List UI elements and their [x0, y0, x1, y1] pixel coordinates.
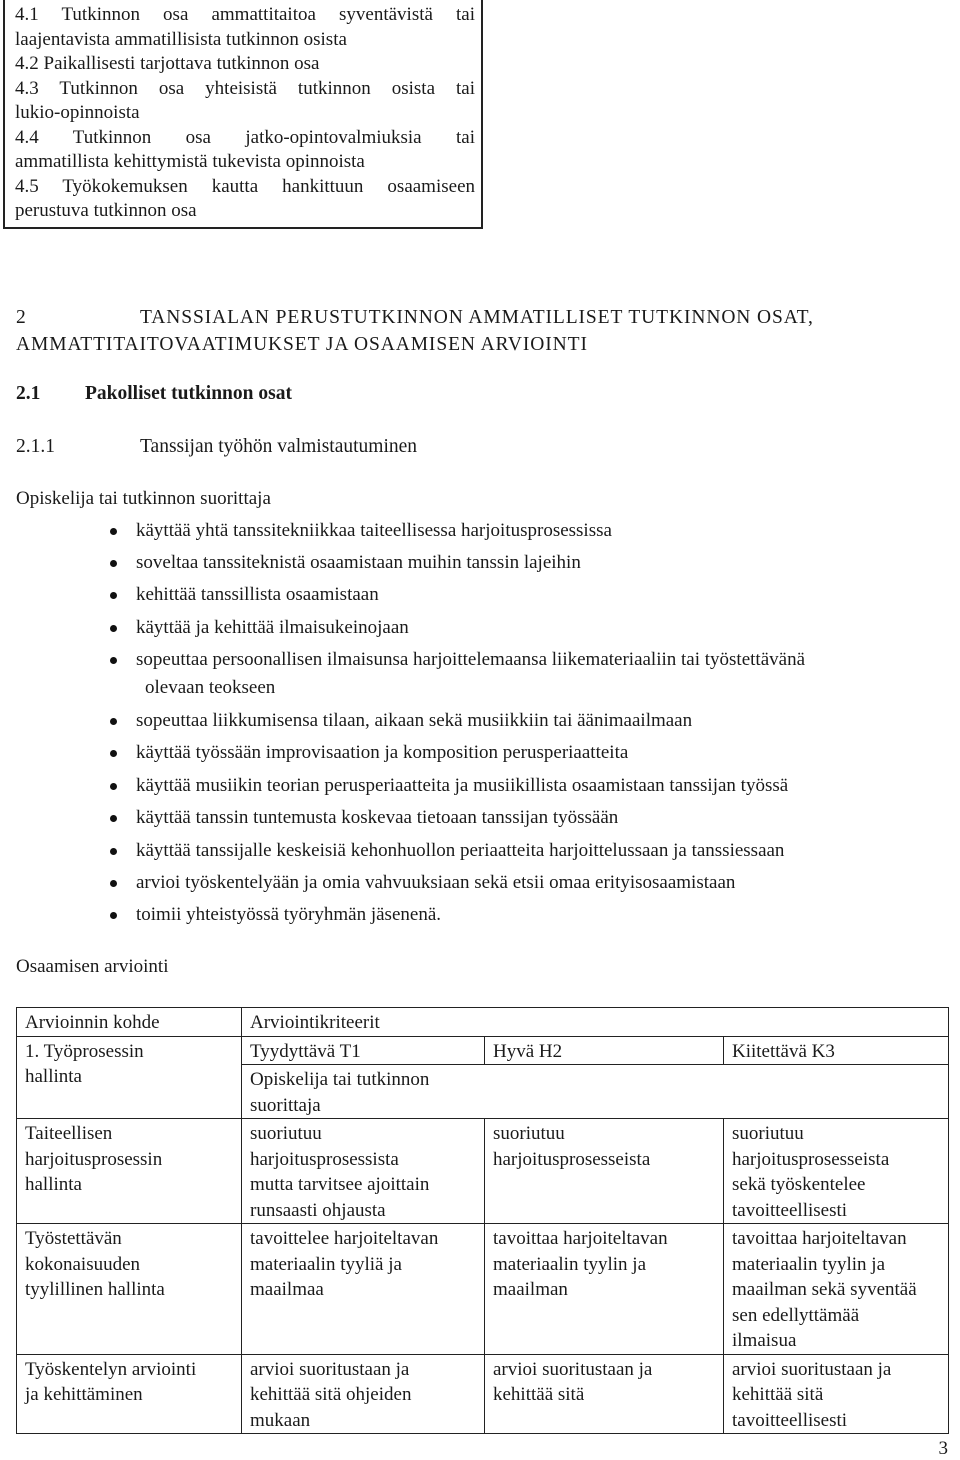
bullet-icon	[110, 592, 117, 599]
bullet-icon	[110, 912, 117, 919]
cell-line: mutta tarvitsee ajoittain	[250, 1174, 430, 1195]
bullet-icon	[110, 815, 117, 822]
target-group-line: hallinta	[25, 1066, 82, 1087]
cell-line: harjoitusprosesseista	[732, 1148, 890, 1170]
cell-line: suoriutuu	[493, 1123, 565, 1144]
table-row	[17, 1119, 949, 1224]
assessment-table	[16, 1007, 949, 1434]
cell-line: tyylillinen hallinta	[25, 1279, 165, 1300]
cell-line: maailman sekä syventää	[732, 1279, 917, 1300]
list-item-text: sopeuttaa liikkumisensa tilaan, aikaan sekä musiikkiin tai äänimaailmaan	[136, 710, 693, 731]
cell-line: suoriutuu	[250, 1123, 322, 1144]
cell-line: Työskentelyn arviointi	[25, 1358, 197, 1380]
toc-line: ammatillista kehittymistä tukevista opinnoista	[15, 151, 365, 172]
bullet-icon	[110, 528, 117, 535]
table-cell-k3	[724, 1354, 949, 1434]
list-item-text: käyttää tanssin tuntemusta koskevaa tietoaan tanssijan työssään	[136, 807, 619, 828]
cell-line: kehittää sitä ohjeiden	[250, 1384, 412, 1405]
main-heading-number: 2	[16, 307, 27, 328]
list-item-text: käyttää työssään improvisaation ja komposition perusperiaatteita	[136, 742, 629, 763]
main-heading-text-2: AMMATTITAITOVAATIMUKSET JA OSAAMISEN ARVIOINTI	[16, 334, 588, 355]
cell-line: harjoitusprosessista	[250, 1148, 399, 1170]
header-target: Arvioinnin kohde	[17, 1008, 242, 1037]
list-item-text: soveltaa tanssiteknistä osaamistaan muihin tanssin lajeihin	[136, 552, 581, 573]
cell-line: ilmaisua	[732, 1330, 797, 1351]
cell-line: harjoitusprosesseista	[493, 1148, 651, 1170]
list-item-text: arvioi työskentelyään ja omia vahvuuksiaan sekä etsii omaa erityisosaamistaan	[136, 872, 736, 893]
cell-line: tavoittaa harjoiteltavan	[493, 1228, 668, 1249]
list-item-text: käyttää yhtä tanssitekniikkaa taiteellisessa harjoitusprosessissa	[136, 520, 612, 541]
toc-line: perustuva tutkinnon osa	[15, 200, 197, 221]
level-k3: Kiitettävä K3	[724, 1036, 949, 1065]
intro-text: Opiskelija tai tutkinnon suorittaja	[16, 488, 271, 509]
main-heading-text-1: TANSSIALAN PERUSTUTKINNON AMMATILLISET TUTKINNON OSAT,	[140, 307, 814, 328]
list-item-text: olevaan teokseen	[145, 677, 276, 698]
subsection-number: 2.1.1	[16, 436, 55, 457]
bullet-icon	[110, 657, 117, 664]
table-row	[17, 1224, 949, 1355]
table-cell-k3	[724, 1224, 949, 1355]
table-cell-target	[17, 1119, 242, 1224]
table-cell-h2	[485, 1224, 724, 1355]
toc-line: 4.3 Tutkinnon osa yhteisistä tutkinnon osista tai	[15, 78, 475, 99]
table-cell-target	[17, 1224, 242, 1355]
target-group-line: 1. Työprosessin	[25, 1040, 144, 1062]
subsection-title: Tanssijan työhön valmistautuminen	[140, 436, 418, 457]
list-item-text: käyttää musiikin teorian perusperiaatteita ja musiikillista osaamistaan tanssijan työssä	[136, 775, 789, 796]
assessment-heading: Osaamisen arviointi	[16, 956, 169, 977]
table-cell-t1	[242, 1224, 485, 1355]
table-cell-h2	[485, 1354, 724, 1434]
cell-line: tavoittaa harjoiteltavan	[732, 1228, 907, 1249]
cell-line: harjoitusprosessin	[25, 1148, 163, 1170]
section-title: Pakolliset tutkinnon osat	[85, 383, 292, 404]
cell-line: mukaan	[250, 1409, 311, 1431]
cell-line: tavoittelee harjoiteltavan	[250, 1228, 439, 1249]
toc-line: 4.2 Paikallisesti tarjottava tutkinnon osa	[15, 53, 320, 74]
toc-line: 4.1 Tutkinnon osa ammattitaitoa syventävistä tai	[15, 4, 475, 25]
bullet-icon	[110, 880, 117, 887]
cell-line: materiaalin tyylin ja	[732, 1253, 886, 1275]
table-cell-t1	[242, 1354, 485, 1434]
toc-line: lukio-opinnoista	[15, 102, 140, 123]
cell-line: tavoitteellisesti	[732, 1409, 848, 1431]
table-row	[17, 1354, 949, 1434]
header-criteria: Arviointikriteerit	[242, 1008, 485, 1037]
toc-line: 4.4 Tutkinnon osa jatko-opintovalmiuksia tai	[15, 127, 475, 148]
table-cell-k3	[724, 1119, 949, 1224]
bullet-icon	[110, 848, 117, 855]
subject-blank-2	[724, 1065, 949, 1119]
bullet-icon	[110, 750, 117, 757]
levels-row	[17, 1036, 949, 1065]
cell-line: ja kehittäminen	[25, 1384, 143, 1405]
target-group	[17, 1036, 242, 1119]
subject-blank-1	[485, 1065, 724, 1119]
page-number: 3	[938, 1438, 948, 1459]
cell-line: arvioi suoritustaan ja	[493, 1358, 653, 1380]
cell-line: Taiteellisen	[25, 1123, 113, 1144]
subject-cell: Opiskelija tai tutkinnon suorittaja	[242, 1065, 485, 1119]
toc-line: 4.5 Työkokemuksen kautta hankittuun osaamiseen	[15, 176, 475, 197]
header-criteria-blank-2	[724, 1008, 949, 1037]
bullet-icon	[110, 625, 117, 632]
table-cell-t1	[242, 1119, 485, 1224]
list-item-text: käyttää ja kehittää ilmaisukeinojaan	[136, 617, 409, 638]
cell-line: materiaalin tyylin ja	[493, 1253, 647, 1275]
level-h2: Hyvä H2	[485, 1036, 724, 1065]
cell-line: maailmaa	[250, 1279, 324, 1300]
cell-line: kokonaisuuden	[25, 1253, 141, 1275]
header-criteria-blank-1	[485, 1008, 724, 1037]
cell-line: kehittää sitä	[732, 1384, 824, 1405]
cell-line: arvioi suoritustaan ja	[250, 1358, 410, 1380]
bullet-icon	[110, 560, 117, 567]
bullet-icon	[110, 783, 117, 790]
cell-line: arvioi suoritustaan ja	[732, 1358, 892, 1380]
cell-line: hallinta	[25, 1174, 82, 1195]
toc-line: laajentavista ammatillisista tutkinnon osista	[15, 29, 347, 50]
list-item-text: kehittää tanssillista osaamistaan	[136, 584, 379, 605]
section-number: 2.1	[16, 383, 41, 404]
cell-line: sen edellyttämää	[732, 1304, 860, 1326]
cell-line: suoriutuu	[732, 1123, 804, 1144]
bullet-icon	[110, 718, 117, 725]
list-item-text: käyttää tanssijalle keskeisiä kehonhuollon periaatteita harjoittelussaan ja tanssiessaan	[136, 840, 785, 861]
table-header-row	[17, 1008, 949, 1037]
cell-line: tavoitteellisesti	[732, 1199, 848, 1221]
cell-line: kehittää sitä	[493, 1384, 585, 1405]
cell-line: materiaalin tyyliä ja	[250, 1253, 402, 1275]
cell-line: Työstettävän	[25, 1228, 122, 1249]
list-item-text: toimii yhteistyössä työryhmän jäsenenä.	[136, 904, 442, 925]
list-item-text: sopeuttaa persoonallisen ilmaisunsa harjoittelemaansa liikemateriaaliin tai työstettävänä	[136, 649, 805, 670]
cell-line: sekä työskentelee	[732, 1174, 866, 1195]
table-cell-target	[17, 1354, 242, 1434]
level-t1: Tyydyttävä T1	[242, 1036, 485, 1065]
table-cell-h2	[485, 1119, 724, 1224]
cell-line: runsaasti ohjausta	[250, 1199, 386, 1221]
cell-line: maailman	[493, 1279, 568, 1300]
